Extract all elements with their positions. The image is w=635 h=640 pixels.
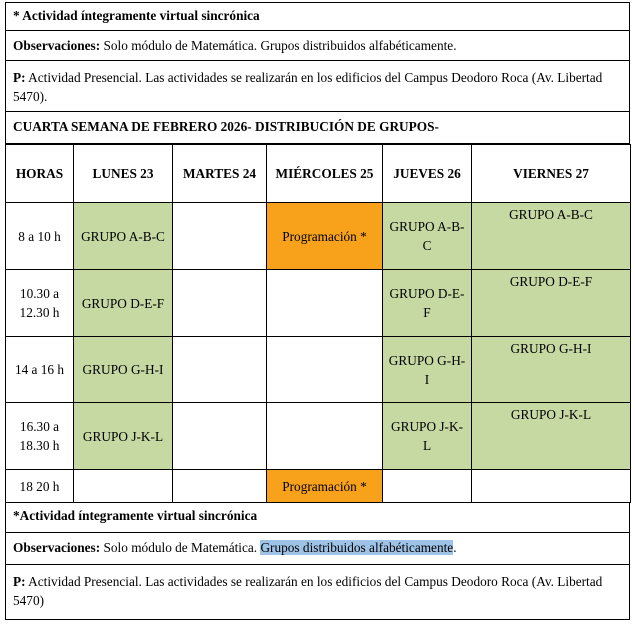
empty-cell (267, 337, 383, 403)
group-cell: GRUPO D-E-F (383, 270, 472, 337)
table-row (6, 337, 631, 403)
empty-cell (173, 337, 267, 403)
group-cell: GRUPO J-K-L (472, 403, 631, 470)
empty-cell (74, 470, 173, 503)
schedule-document (5, 2, 630, 620)
empty-cell (472, 470, 631, 503)
group-cell: GRUPO D-E-F (472, 270, 631, 337)
schedule-table (5, 144, 631, 503)
group-cell: GRUPO A-B-C (472, 203, 631, 270)
group-cell: GRUPO A-B-C (383, 203, 472, 270)
header-martes: MARTES 24 (173, 145, 267, 203)
empty-cell (173, 203, 267, 270)
time-cell: 8 a 10 h (6, 203, 74, 270)
week-title-text: CUARTA SEMANA DE FEBRERO 2026- DISTRIBUCIÓN DE GRUPOS- (13, 119, 439, 134)
group-cell: GRUPO D-E-F (74, 270, 173, 337)
top-observations-label: Observaciones: (13, 38, 101, 53)
bottom-observations-label: Observaciones: (13, 540, 101, 555)
top-virtual-note (5, 2, 630, 31)
empty-cell (173, 403, 267, 470)
highlighted-selection[interactable]: Grupos distribuidos alfabéticamente (260, 540, 454, 555)
programacion-cell: Programación * (267, 470, 383, 503)
empty-cell (383, 470, 472, 503)
empty-cell (173, 270, 267, 337)
group-cell: GRUPO J-K-L (383, 403, 472, 470)
group-cell: GRUPO G-H-I (472, 337, 631, 403)
header-horas: HORAS (6, 145, 74, 203)
header-jueves: JUEVES 26 (383, 145, 472, 203)
top-presencial-label: P: (13, 70, 26, 85)
header-viernes: VIERNES 27 (472, 145, 631, 203)
table-row (6, 203, 631, 270)
top-presencial-text: Actividad Presencial. Las actividades se realizarán en los edificios del Campus Deodoro Roca (Av. Libertad 5470). (13, 70, 603, 104)
group-cell: GRUPO G-H-I (383, 337, 472, 403)
bottom-observations-end: . (453, 540, 457, 555)
top-observations-text: Solo módulo de Matemática. Grupos distribuidos alfabéticamente. (100, 38, 457, 53)
programacion-cell: Programación * (267, 203, 383, 270)
bottom-presencial-text: Actividad Presencial. Las actividades se realizarán en los edificios del Campus Deodoro Roca (Av. Libertad 5470) (13, 574, 603, 608)
empty-cell (267, 403, 383, 470)
header-lunes: LUNES 23 (74, 145, 173, 203)
top-virtual-note-text: * Actividad íntegramente virtual sincrónica (13, 8, 260, 23)
bottom-presencial-note (5, 565, 630, 620)
table-header-row (6, 145, 631, 203)
bottom-virtual-note (5, 503, 630, 533)
top-observations (5, 31, 630, 61)
time-cell: 14 a 16 h (6, 337, 74, 403)
bottom-observations-text: Solo módulo de Matemática. (100, 540, 261, 555)
table-row (6, 403, 631, 470)
week-title (5, 112, 630, 144)
time-cell: 18 20 h (6, 470, 74, 503)
group-cell: GRUPO J-K-L (74, 403, 173, 470)
group-cell: GRUPO A-B-C (74, 203, 173, 270)
bottom-virtual-note-text: *Actividad íntegramente virtual sincrónica (13, 508, 258, 523)
time-cell: 10.30 a 12.30 h (6, 270, 74, 337)
empty-cell (173, 470, 267, 503)
header-miercoles: MIÉRCOLES 25 (267, 145, 383, 203)
group-cell: GRUPO G-H-I (74, 337, 173, 403)
time-cell: 16.30 a 18.30 h (6, 403, 74, 470)
table-row (6, 470, 631, 503)
top-presencial-note (5, 61, 630, 112)
bottom-observations (5, 533, 630, 565)
empty-cell (267, 270, 383, 337)
bottom-presencial-label: P: (13, 574, 26, 589)
table-row (6, 270, 631, 337)
